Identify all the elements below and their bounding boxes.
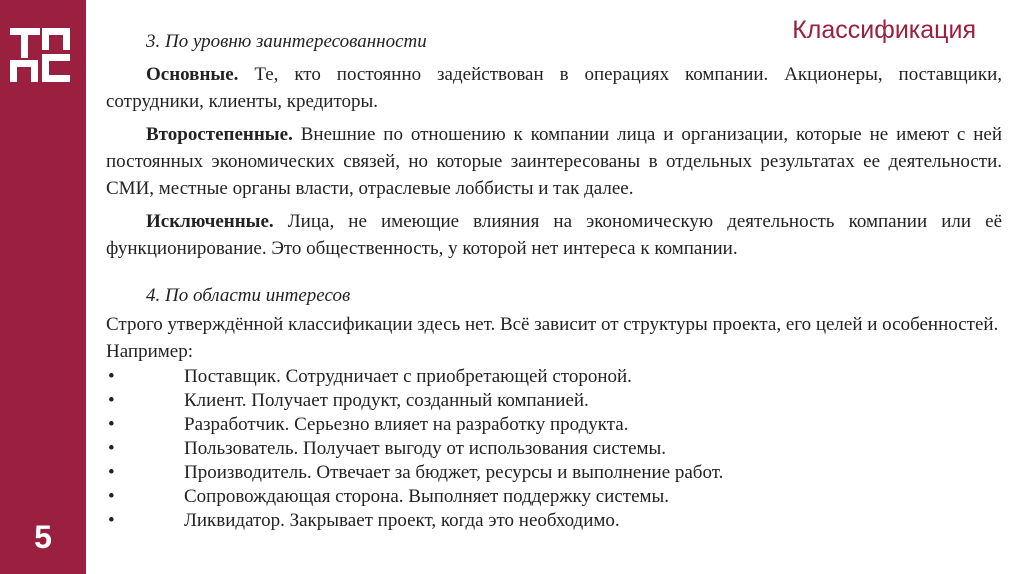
page-number: 5 bbox=[34, 519, 52, 555]
list-item-text: Производитель. Отвечает за бюджет, ресурсы и выполнение работ. bbox=[184, 462, 724, 483]
sidebar bbox=[0, 0, 86, 574]
section4-heading-rest: . По области интересов bbox=[155, 285, 351, 306]
term-main: Основные. bbox=[146, 64, 239, 85]
paragraph-secondary bbox=[106, 121, 1002, 202]
list-item-text: Поставщик. Сотрудничает с приобретающей стороной. bbox=[184, 366, 632, 387]
list-item bbox=[106, 389, 1002, 413]
list-item bbox=[106, 461, 1002, 485]
bullet: • bbox=[108, 438, 115, 459]
text-secondary: Внешние по отношению к компании лица и организации, которые не имеют с ней постоянных экономических связей, но которые заинтересованы в отдельных результатах ее деятельности. СМИ, местные органы власти, отраслевые лоббисты и так далее. bbox=[106, 124, 1002, 199]
list-item-text: Сопровождающая сторона. Выполняет поддержку системы. bbox=[184, 486, 670, 507]
section4-intro: Строго утверждённой классификации здесь нет. Всё зависит от структуры проекта, его целей и особенностей. Например: bbox=[106, 314, 999, 362]
bullet: • bbox=[108, 366, 115, 387]
list-item-text: Разработчик. Серьезно влияет на разработку продукта. bbox=[184, 414, 629, 435]
paragraph-excluded bbox=[106, 208, 1002, 262]
term-excluded: Исключенные. bbox=[146, 211, 274, 232]
section4-heading-num: 4 bbox=[146, 285, 156, 306]
list-item bbox=[106, 485, 1002, 509]
bullet: • bbox=[108, 510, 115, 531]
list-item bbox=[106, 509, 1002, 533]
list-item bbox=[106, 365, 1002, 389]
logo-icon bbox=[8, 20, 72, 84]
paragraph-main bbox=[106, 61, 1002, 115]
text-excluded: Лица, не имеющие влияния на экономическую деятельность компании или её функционирование. Это общественность, у которой нет интереса к компании. bbox=[106, 211, 1002, 259]
text-main: Те, кто постоянно задействован в операциях компании. Акционеры, поставщики, сотрудники, клиенты, кредиторы. bbox=[106, 64, 1002, 112]
bullet: • bbox=[108, 486, 115, 507]
list-item-text: Пользователь. Получает выгоду от использования системы. bbox=[184, 438, 667, 459]
bullet: • bbox=[108, 390, 115, 411]
bullet: • bbox=[108, 462, 115, 483]
section3-heading: 3. По уровню заинтересованности bbox=[146, 31, 427, 52]
slide-content bbox=[106, 28, 1002, 533]
list-item bbox=[106, 437, 1002, 461]
stakeholder-list bbox=[106, 365, 1002, 533]
section4-heading bbox=[146, 282, 1002, 309]
bullet: • bbox=[108, 414, 115, 435]
slide-title: Классификация bbox=[792, 16, 976, 44]
list-item bbox=[106, 413, 1002, 437]
list-item-text: Клиент. Получает продукт, созданный компанией. bbox=[184, 390, 589, 411]
list-item-text: Ликвидатор. Закрывает проект, когда это необходимо. bbox=[184, 510, 620, 531]
term-secondary: Второстепенные. bbox=[146, 124, 293, 145]
